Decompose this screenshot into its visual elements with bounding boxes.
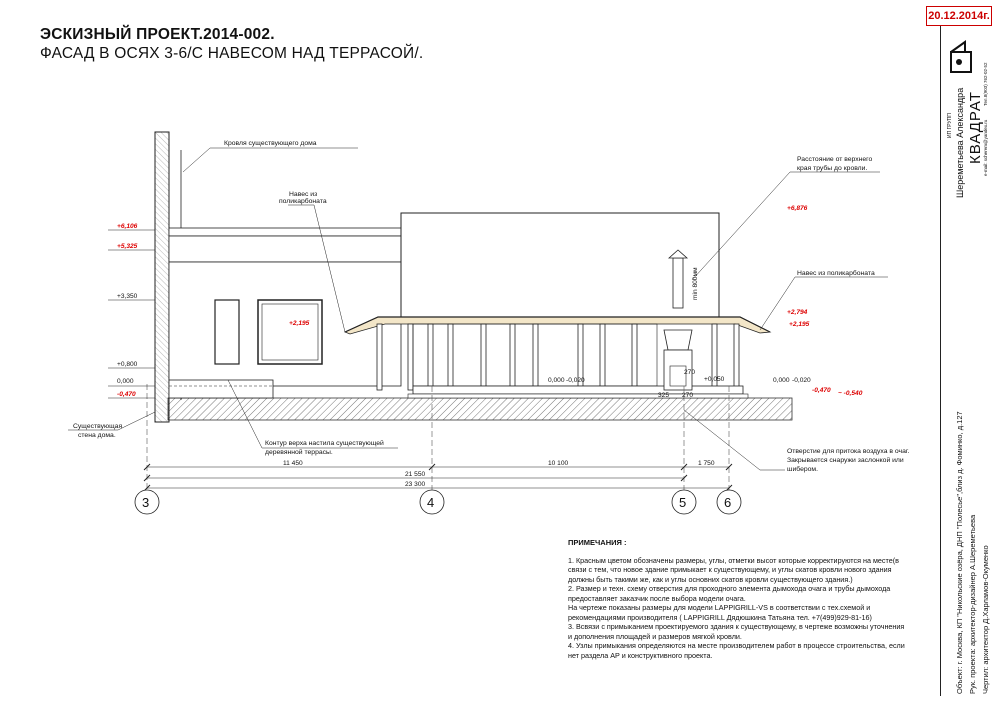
label-wall-1: Существующая: [73, 423, 123, 430]
mark-0050: +0,050: [704, 376, 725, 383]
label-existing-roof: Кровля существующего дома: [224, 140, 317, 147]
notes-heading: ПРИМЕЧАНИЯ :: [568, 538, 627, 547]
label-canopy-right: Навес из поликарбоната: [797, 270, 875, 277]
label-pipe-1: Расстояние от верхнего: [797, 156, 873, 163]
axis-5: 5: [679, 495, 687, 510]
label-hole-1: Отверстие для притока воздуха в очаг.: [787, 448, 910, 455]
label-hole-2: Закрывается снаружи заслонкой или: [787, 457, 904, 464]
stamp-small: ИП ГРУПП: [947, 113, 953, 138]
mark-min800: min 800мм: [692, 267, 699, 300]
mark-0020-right: -0,020: [792, 377, 811, 384]
dim-1750: 1 750: [698, 460, 715, 467]
notes-block: [568, 538, 908, 660]
ground-hatch: [168, 398, 792, 420]
label-hole-3: шибером.: [787, 466, 818, 473]
label-pipe-2: края трубы до кровли.: [797, 165, 868, 172]
mark-0020-mid: -0,020: [566, 377, 585, 384]
note-2: 2. Размер и техн. схему отверстия для проходного элемента дымохода очага и трубы дымохода предоставляет заказчик после выбора модели очага.: [568, 584, 891, 603]
mark-270b: 270: [682, 392, 694, 399]
stamp-contact-2: Тел.8(903) 762-02-52: [983, 62, 988, 106]
title-block: [940, 26, 996, 696]
chimney-pipe: [673, 258, 683, 308]
axis-4: 4: [427, 495, 435, 510]
project-lead: Рук. проекта: архитектор-дизайнер А.Шереметьева: [968, 514, 977, 694]
mark-2195-right: +2,195: [789, 321, 810, 328]
dim-23300: 23 300: [405, 481, 426, 488]
note-4: 4. Узлы примыкания определяются на месте производителем работ в процессе строительства, если нет раздела АР и конструктивного проекта.: [568, 641, 905, 660]
stamp-brand: КВАДРАТ: [967, 91, 984, 164]
mark-0470-left: -0,470: [117, 391, 136, 398]
sheet-subtitle: ФАСАД В ОСЯХ 3-6/С НАВЕСОМ НАД ТЕРРАСОЙ/.: [40, 45, 424, 62]
drawn-by: Чертил: архитектор Д.Харламов-Окуменко: [981, 545, 990, 694]
mark-6876: +6,876: [787, 205, 808, 212]
note-1: 1. Красным цветом обозначены размеры, углы, отметки высот которые корректируются на месте(в связи с тем, что новое здание примыкает к существующему, и углы скатов кровли нового здания должны быть такими же, как и углы основних скатов кровли существующего здания.): [568, 555, 899, 584]
object-address: Объект: г. Москва, КП "Никольские озёра, ДНП "Полесье",близ д. Фоминко, д.127: [955, 411, 964, 694]
sheet-title: ЭСКИЗНЫЙ ПРОЕКТ.2014-002.: [40, 26, 275, 43]
axis-3: 3: [142, 495, 150, 510]
mark-2195-window: +2,195: [289, 320, 310, 327]
dim-10100: 10 100: [548, 460, 569, 467]
label-terrace-1: Контур верха настила существующей: [265, 440, 384, 447]
label-canopy-2: поликарбоната: [279, 198, 327, 205]
mark-0800: +0,800: [117, 361, 138, 368]
mark-270: 270: [684, 369, 696, 376]
mark-6106: +6,106: [117, 223, 138, 230]
dim-11450: 11 450: [283, 460, 303, 467]
mark-0000-mid: 0,000: [548, 377, 565, 384]
mark-0000-left: 0,000: [117, 378, 134, 385]
mark-5325: +5,325: [117, 243, 138, 250]
mark-0000-right: 0,000: [773, 377, 790, 384]
date-badge: 20.12.2014г.: [926, 6, 992, 26]
mark-3350: +3,350: [117, 293, 138, 300]
mark-0540: ~ -0,540: [838, 390, 863, 397]
mark-0470-right: -0,470: [812, 387, 831, 394]
note-3: 3. Всвязи с примыканием проектируемого здания к существующему, в чертеже возможны уточнения и дополнения площадей и размеров мягкой кровли.: [568, 622, 905, 641]
label-terrace-2: деревянной террасы.: [265, 449, 333, 456]
label-canopy-1: Навес из: [289, 191, 318, 198]
axis-6: 6: [724, 495, 732, 510]
mark-2794: +2,794: [787, 309, 808, 316]
mark-325: 325: [658, 392, 670, 399]
stamp-author: Шереметьева Александра: [955, 87, 965, 198]
existing-wall: [155, 132, 169, 422]
note-2b: На чертеже показаны размеры для модели LAPPIGRILL-VS в соответствии с тех.схемой и рекомендациями производителя ( LAPPIGRILL Дядюшкина Татьяна тел. +7(499)929-81-16): [568, 603, 872, 622]
stamp-contact-1: e-mail: scherem@yandex.ru: [983, 119, 988, 176]
dim-21550: 21 550: [405, 471, 426, 478]
label-wall-2: стена дома.: [78, 432, 116, 439]
